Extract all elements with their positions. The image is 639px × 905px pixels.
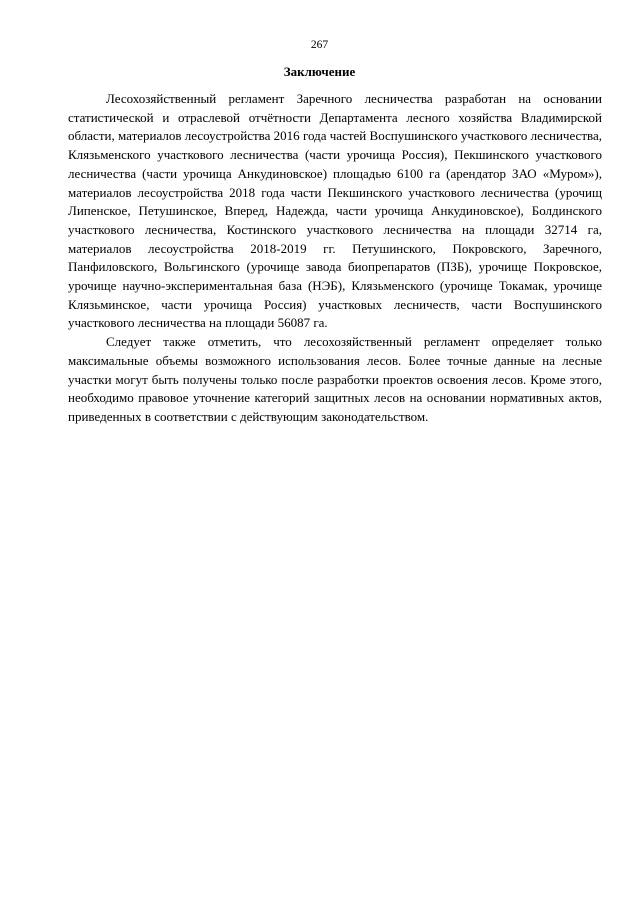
section-title: Заключение: [283, 64, 356, 79]
paragraph-1: Лесохозяйственный регламент Заречного лесничества разработан на основании статистической и отраслевой отчётности Департамента лесного хозяйства Владимирской области, материалов лесоустройства 2016 года частей Воспушинского участкового лесничества, Клязьменского участкового лесничества (части урочища Россия), Пекшинского участкового лесничества (части урочища Анкудиновское) площадью 6100 га (арендатор ЗАО «Муром»), материалов лесоустройства 2018 года части Пекшинского участкового лесничества (урочищ Липенское, Петушинское, Вперед, Надежда, части урочища Анкудиновское), Болдинского участкового лесничества, Костинского участкового лесничества на площади 32714 га, материалов лесоустройства 2018-2019 гг. Петушинского, Покровского, Заречного, Панфиловского, Вольгинского (урочище завода биопрепаратов (ПЗБ), урочище Покровское, урочище научно-экспериментальная база (НЭБ), Клязьменского (урочище Токамак, урочище Клязьминское, части урочища Россия) участковых лесничеств, части Воспушинского участкового лесничества на площади 56087 га.: [68, 91, 602, 331]
body-text: [68, 90, 602, 427]
paragraph-2: Следует также отметить, что лесохозяйственный регламент определяет только максимальные объемы возможного использования лесов. Более точные данные на лесные участки могут быть получены только после разработки проектов освоения лесов. Кроме этого, необходимо правовое уточнение категорий защитных лесов на основании нормативных актов, приведенных в соответствии с действующим законодательством.: [68, 334, 602, 424]
page-number: 267: [310, 39, 329, 51]
